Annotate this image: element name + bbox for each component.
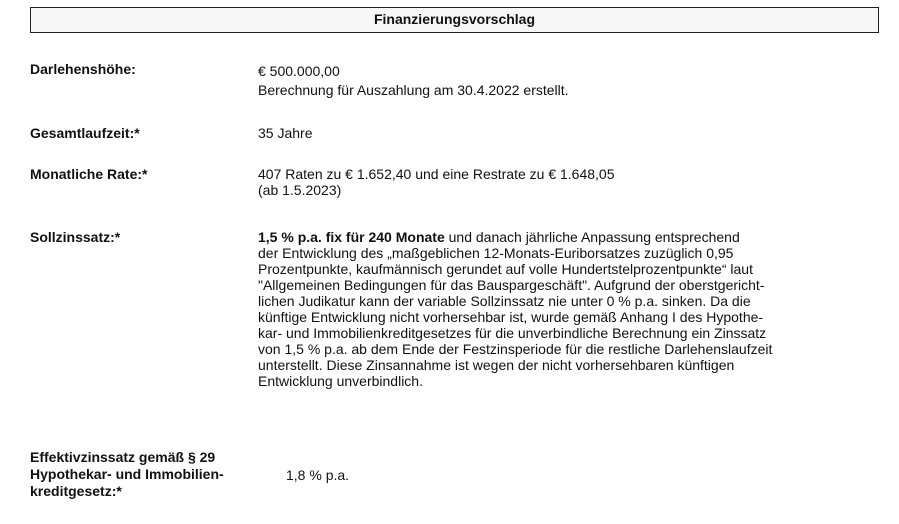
value-laufzeit: 35 Jahre (258, 125, 313, 141)
sollzins-text: und danach jährliche Anpassung entsprechend (444, 229, 740, 245)
label-darlehen: Darlehenshöhe: (30, 61, 136, 77)
sollzins-line: Prozentpunkte, kaufmännisch gerundet auf volle Hundertstelprozentpunkte“ laut (258, 261, 753, 277)
sollzins-line: der Entwicklung des „maßgeblichen 12-Monats-Euriborsatzes zuzüglich 0,95 (258, 245, 734, 261)
rate-line-1: 407 Raten zu € 1.652,40 und eine Restrate zu € 1.648,05 (258, 166, 615, 182)
sollzins-line: lichen Judikatur kann der variable Sollzinssatz nie unter 0 % p.a. sinken. Da die (258, 293, 751, 309)
sollzins-line: "Allgemeinen Bedingungen für das Bauspargeschäft". Aufgrund der oberstgericht- (258, 277, 765, 293)
sollzins-line: von 1,5 % p.a. ab dem Ende der Festzinsperiode für die restliche Darlehenslaufzeit (258, 341, 773, 357)
effektiv-label-line: kreditgesetz:* (30, 483, 122, 499)
effektiv-label-line: Hypothekar- und Immobilien- (30, 466, 224, 482)
darlehen-note: Berechnung für Auszahlung am 30.4.2022 erstellt. (258, 82, 569, 98)
label-rate: Monatliche Rate:* (30, 166, 148, 182)
label-sollzins: Sollzinssatz:* (30, 229, 121, 245)
effektiv-label-line: Effektivzinssatz gemäß § 29 (30, 449, 216, 465)
sollzins-bold-intro: 1,5 % p.a. fix für 240 Monate (258, 229, 445, 245)
value-rate (258, 166, 883, 198)
darlehen-amount: € 500.000,00 (258, 63, 340, 79)
sollzins-line: unterstellt. Diese Zinsannahme ist wegen der nicht vorhersehbaren künftigen (258, 357, 735, 373)
header-box (30, 7, 879, 33)
label-laufzeit: Gesamtlaufzeit:* (30, 125, 140, 141)
sollzins-line: künftige Entwicklung nicht vorhersehbar ist, wurde gemäß Anhang I des Hypothe- (258, 309, 764, 325)
sollzins-line: Entwicklung unverbindlich. (258, 373, 423, 389)
value-effektiv: 1,8 % p.a. (286, 467, 350, 483)
sollzins-line (258, 229, 883, 245)
header-title: Finanzierungsvorschlag (373, 11, 536, 27)
label-effektiv (30, 449, 250, 500)
rate-line-2: (ab 1.5.2023) (258, 182, 342, 198)
sollzins-line: kar- und Immobilienkreditgesetzes für die unverbindliche Berechnung ein Zinssatz (258, 325, 767, 341)
value-sollzins (258, 229, 883, 389)
value-darlehen (258, 61, 883, 99)
